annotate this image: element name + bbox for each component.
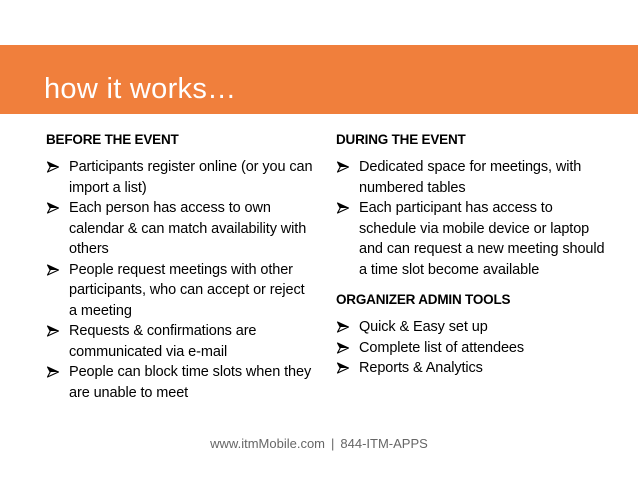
arrowhead-bullet-icon <box>336 338 352 358</box>
list-item-text: Requests & confirmations are communicated via e-mail <box>69 323 257 360</box>
footer <box>0 435 638 453</box>
arrowhead-bullet-icon <box>46 157 62 177</box>
before-event-heading: BEFORE THE EVENT <box>46 132 179 147</box>
list-item <box>46 260 316 322</box>
list-item <box>46 362 316 403</box>
list-item-text: Each participant has access to schedule via mobile device or laptop and can request a new meeting should a time slot become available <box>359 200 605 278</box>
during-event-column <box>336 131 606 379</box>
list-item <box>336 198 606 280</box>
list-item <box>336 338 606 359</box>
slide-title: how it works… <box>44 73 237 105</box>
footer-separator: | <box>331 436 335 451</box>
during-event-heading: DURING THE EVENT <box>336 132 466 147</box>
list-item-text: Quick & Easy set up <box>359 319 488 335</box>
list-item-text: Dedicated space for meetings, with numbered tables <box>359 159 582 196</box>
before-event-list <box>46 157 316 403</box>
arrowhead-bullet-icon <box>336 198 352 218</box>
arrowhead-bullet-icon <box>46 198 62 218</box>
list-item-text: Complete list of attendees <box>359 339 525 356</box>
list-item-text: Reports & Analytics <box>359 360 483 376</box>
arrowhead-bullet-icon <box>336 317 352 337</box>
footer-phone: 844-ITM-APPS <box>340 436 428 451</box>
arrowhead-bullet-icon <box>46 321 62 341</box>
admin-tools-heading: ORGANIZER ADMIN TOOLS <box>336 292 511 307</box>
list-item-text: Each person has access to own calendar & can match availability with others <box>69 200 307 257</box>
list-item-text: People can block time slots when they are unable to meet <box>69 364 312 401</box>
before-event-column <box>46 131 316 403</box>
arrowhead-bullet-icon <box>46 362 62 382</box>
footer-website[interactable]: www.itmMobile.com <box>210 436 326 451</box>
list-item-text: Participants register online (or you can import a list) <box>69 159 313 196</box>
admin-tools-list <box>336 317 606 379</box>
list-item <box>336 157 606 198</box>
arrowhead-bullet-icon <box>336 358 352 378</box>
list-item <box>46 157 316 198</box>
list-item <box>46 198 316 260</box>
list-item-text: People request meetings with other participants, who can accept or reject a meeting <box>69 261 305 319</box>
list-item <box>336 317 606 338</box>
list-item <box>336 358 606 379</box>
during-event-list <box>336 157 606 280</box>
arrowhead-bullet-icon <box>46 260 62 280</box>
list-item <box>46 321 316 362</box>
arrowhead-bullet-icon <box>336 157 352 177</box>
